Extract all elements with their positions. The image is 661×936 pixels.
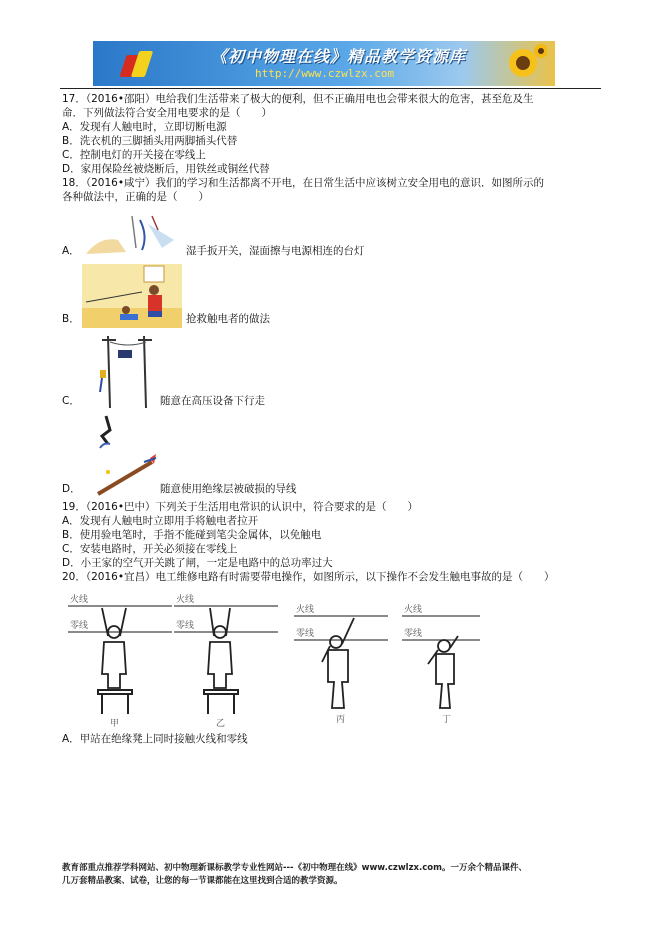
fig-label-neutral: 零线	[296, 629, 315, 639]
question-18	[62, 176, 602, 498]
option-caption: 湿手扳开关，湿面擦与电源相连的台灯	[186, 245, 365, 257]
high-voltage-poles-illustration	[96, 332, 160, 410]
option-label: D．	[62, 483, 81, 495]
question-17	[62, 92, 602, 176]
option-a[interactable]	[62, 204, 602, 260]
question-19	[62, 500, 602, 570]
option-c[interactable]: C．安装电路时，开关必须接在零线上	[62, 543, 238, 555]
fig-label-live: 火线	[70, 595, 89, 605]
scene-ding	[402, 603, 480, 725]
question-stem: 命．下列做法符合安全用电要求的是（ ）	[62, 107, 272, 119]
fig-label-live: 火线	[404, 605, 423, 615]
scene-jia	[68, 593, 172, 729]
banner-title: 《初中物理在线》精品教学资源库	[211, 47, 467, 66]
option-a[interactable]: A．甲站在绝缘凳上同时接触火线和零线	[62, 733, 248, 745]
fig-name-yi: 乙	[216, 719, 226, 729]
option-d[interactable]	[62, 410, 602, 498]
option-b[interactable]: B．洗衣机的三脚插头用两脚插头代替	[62, 135, 238, 147]
wet-hand-switch-illustration	[82, 210, 182, 260]
scene-bing	[294, 603, 388, 725]
option-label: B．	[62, 313, 80, 325]
fig-label-neutral: 零线	[176, 621, 195, 631]
header-banner	[93, 41, 555, 86]
option-a[interactable]: A．发现有人触电时立即用手将触电者拉开	[62, 515, 259, 527]
fig-name-ding: 丁	[442, 715, 452, 725]
question-stem: 20．（2016•宜昌）电工维修电路有时需要带电操作，如图所示，以下操作不会发生触电事故的是（ ）	[62, 571, 555, 583]
fig-label-live: 火线	[176, 595, 195, 605]
rescue-electric-shock-illustration	[82, 264, 182, 328]
option-d[interactable]: D．小王家的空气开关跳了闸，一定是电路中的总功率过大	[62, 557, 333, 569]
fig-label-neutral: 零线	[404, 629, 423, 639]
question-stem: 19．（2016•巴中）下列关于生活用电常识的认识中，符合要求的是（ ）	[62, 501, 419, 513]
sunflower-icon	[499, 43, 547, 83]
option-caption: 随意在高压设备下行走	[160, 395, 265, 407]
option-b[interactable]	[62, 260, 602, 328]
option-d[interactable]: D．家用保险丝被烧断后，用铁丝或铜丝代替	[62, 163, 270, 175]
site-logo	[123, 51, 153, 79]
question-stem: 17．（2016•邵阳）电给我们生活带来了极大的便利，但不正确用电也会带来很大的危害，甚至危及生	[62, 93, 534, 105]
option-a[interactable]: A．发现有人触电时，立即切断电源	[62, 121, 227, 133]
damaged-wire-illustration	[94, 414, 160, 498]
fig-name-bing: 丙	[336, 715, 346, 725]
fig-name-jia: 甲	[110, 719, 120, 729]
option-c[interactable]	[62, 328, 602, 410]
scene-yi	[174, 593, 278, 729]
option-caption: 抢救触电者的做法	[186, 313, 270, 325]
electrician-figure	[62, 592, 602, 732]
fig-label-neutral: 零线	[70, 621, 89, 631]
footer-line: 几万套精品教案、试卷，让您的每一节课都能在这里找到合适的教学资源。	[62, 876, 343, 886]
option-caption: 随意使用绝缘层被破损的导线	[160, 483, 297, 495]
footer-line: 教育部重点推荐学科网站、初中物理新课标教学专业性网站---《初中物理在线》www.czwlzx.com。一万余个精品课件、	[62, 863, 527, 873]
fig-label-live: 火线	[296, 605, 315, 615]
option-label: C．	[62, 395, 80, 407]
page-footer	[62, 862, 602, 888]
question-20	[62, 570, 602, 746]
banner-url[interactable]: http://www.czwlzx.com	[255, 67, 395, 80]
option-c[interactable]: C．控制电灯的开关接在零线上	[62, 149, 206, 161]
question-stem: 18．（2016•咸宁）我们的学习和生活都离不开电，在日常生活中应该树立安全用电的意识．如图所示的	[62, 177, 545, 189]
option-b[interactable]: B．使用验电笔时，手指不能碰到笔尖金属体，以免触电	[62, 529, 322, 541]
header-rule	[60, 88, 601, 89]
electrician-scenes-illustration	[62, 592, 482, 732]
page-content	[62, 92, 602, 746]
option-label: A．	[62, 245, 80, 257]
question-stem: 各种做法中，正确的是（ ）	[62, 191, 209, 203]
